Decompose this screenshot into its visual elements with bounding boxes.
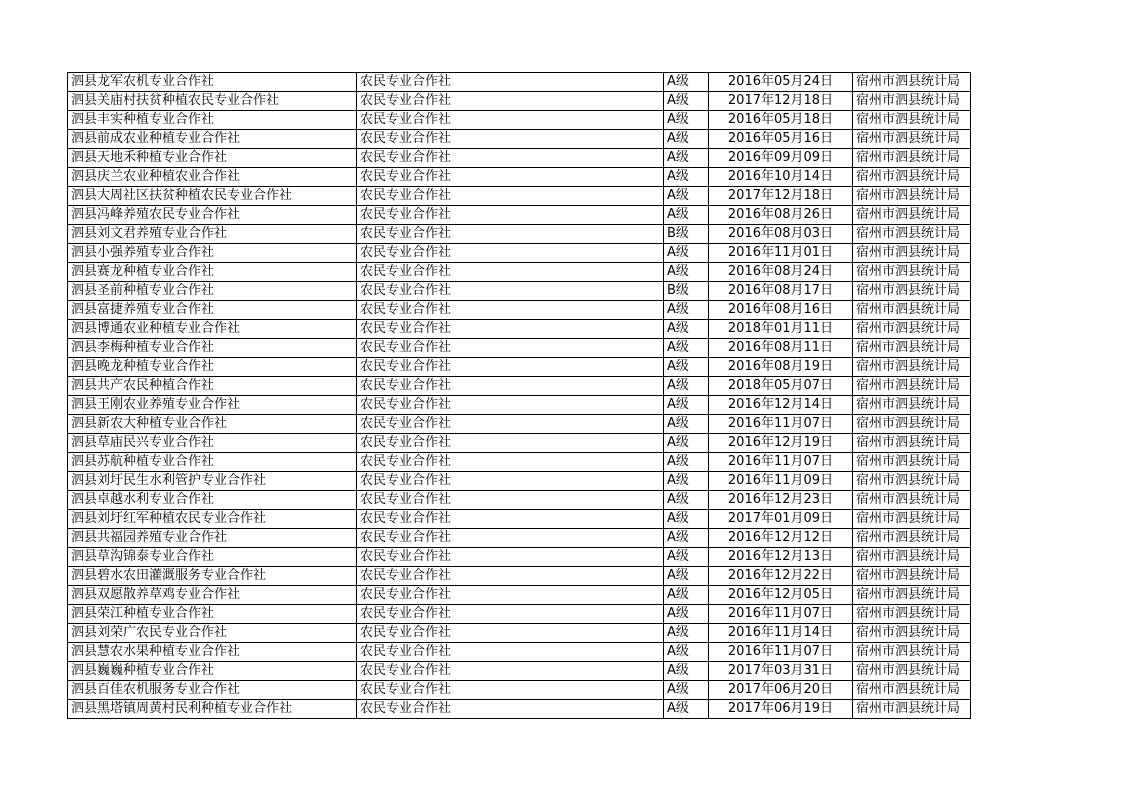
cooperative-type-cell: 农民专业合作社	[357, 339, 664, 358]
cooperative-name-cell: 泗县百佳农机服务专业合作社	[68, 681, 357, 700]
grade-cell: A级	[664, 377, 709, 396]
table-row	[68, 92, 971, 111]
table-body	[68, 73, 971, 719]
department-cell: 宿州市泗县统计局	[853, 301, 971, 320]
cooperative-type-cell: 农民专业合作社	[357, 282, 664, 301]
grade-cell: A级	[664, 149, 709, 168]
table-row	[68, 624, 971, 643]
date-cell: 2016年08月17日	[709, 282, 853, 301]
table-row	[68, 358, 971, 377]
cooperative-type-cell: 农民专业合作社	[357, 187, 664, 206]
table-row	[68, 700, 971, 719]
department-cell: 宿州市泗县统计局	[853, 187, 971, 206]
cooperative-type-cell: 农民专业合作社	[357, 358, 664, 377]
grade-cell: A级	[664, 187, 709, 206]
date-cell: 2016年12月14日	[709, 396, 853, 415]
date-cell: 2016年11月07日	[709, 643, 853, 662]
table-row	[68, 111, 971, 130]
cooperative-name-cell: 泗县冯峰养殖农民专业合作社	[68, 206, 357, 225]
grade-cell: A级	[664, 529, 709, 548]
cooperative-type-cell: 农民专业合作社	[357, 377, 664, 396]
department-cell: 宿州市泗县统计局	[853, 434, 971, 453]
cooperative-name-cell: 泗县前成农业种植专业合作社	[68, 130, 357, 149]
cooperative-name-cell: 泗县天地禾种植专业合作社	[68, 149, 357, 168]
cooperative-name-cell: 泗县新农大种植专业合作社	[68, 415, 357, 434]
grade-cell: A级	[664, 263, 709, 282]
date-cell: 2017年12月18日	[709, 92, 853, 111]
cooperative-name-cell: 泗县黑塔镇周黄村民利种植专业合作社	[68, 700, 357, 719]
table-row	[68, 301, 971, 320]
grade-cell: A级	[664, 548, 709, 567]
cooperative-type-cell: 农民专业合作社	[357, 244, 664, 263]
department-cell: 宿州市泗县统计局	[853, 320, 971, 339]
grade-cell: A级	[664, 206, 709, 225]
table-row	[68, 681, 971, 700]
grade-cell: A级	[664, 567, 709, 586]
grade-cell: A级	[664, 168, 709, 187]
cooperative-type-cell: 农民专业合作社	[357, 168, 664, 187]
cooperative-name-cell: 泗县小强养殖专业合作社	[68, 244, 357, 263]
date-cell: 2018年01月11日	[709, 320, 853, 339]
cooperative-type-cell: 农民专业合作社	[357, 510, 664, 529]
department-cell: 宿州市泗县统计局	[853, 206, 971, 225]
department-cell: 宿州市泗县统计局	[853, 662, 971, 681]
cooperative-type-cell: 农民专业合作社	[357, 396, 664, 415]
table-row	[68, 339, 971, 358]
department-cell: 宿州市泗县统计局	[853, 244, 971, 263]
date-cell: 2016年09月09日	[709, 149, 853, 168]
cooperative-type-cell: 农民专业合作社	[357, 643, 664, 662]
cooperative-type-cell: 农民专业合作社	[357, 434, 664, 453]
department-cell: 宿州市泗县统计局	[853, 681, 971, 700]
cooperative-name-cell: 泗县李梅种植专业合作社	[68, 339, 357, 358]
table-row	[68, 434, 971, 453]
grade-cell: A级	[664, 111, 709, 130]
grade-cell: A级	[664, 92, 709, 111]
table-row	[68, 377, 971, 396]
department-cell: 宿州市泗县统计局	[853, 700, 971, 719]
cooperative-name-cell: 泗县丰实种植专业合作社	[68, 111, 357, 130]
grade-cell: A级	[664, 681, 709, 700]
cooperative-type-cell: 农民专业合作社	[357, 453, 664, 472]
department-cell: 宿州市泗县统计局	[853, 396, 971, 415]
date-cell: 2016年12月12日	[709, 529, 853, 548]
cooperative-type-cell: 农民专业合作社	[357, 586, 664, 605]
cooperative-type-cell: 农民专业合作社	[357, 111, 664, 130]
department-cell: 宿州市泗县统计局	[853, 491, 971, 510]
department-cell: 宿州市泗县统计局	[853, 111, 971, 130]
date-cell: 2016年08月03日	[709, 225, 853, 244]
date-cell: 2016年05月18日	[709, 111, 853, 130]
cooperative-type-cell: 农民专业合作社	[357, 73, 664, 92]
grade-cell: A级	[664, 73, 709, 92]
cooperative-name-cell: 泗县碧水农田灌溉服务专业合作社	[68, 567, 357, 586]
table-row	[68, 320, 971, 339]
grade-cell: A级	[664, 320, 709, 339]
department-cell: 宿州市泗县统计局	[853, 149, 971, 168]
date-cell: 2016年12月19日	[709, 434, 853, 453]
cooperative-name-cell: 泗县圣前种植专业合作社	[68, 282, 357, 301]
date-cell: 2016年12月22日	[709, 567, 853, 586]
cooperative-type-cell: 农民专业合作社	[357, 206, 664, 225]
department-cell: 宿州市泗县统计局	[853, 358, 971, 377]
cooperative-name-cell: 泗县博通农业种植专业合作社	[68, 320, 357, 339]
table-row	[68, 73, 971, 92]
department-cell: 宿州市泗县统计局	[853, 510, 971, 529]
table-row	[68, 225, 971, 244]
date-cell: 2016年08月26日	[709, 206, 853, 225]
table-row	[68, 130, 971, 149]
department-cell: 宿州市泗县统计局	[853, 168, 971, 187]
cooperative-type-cell: 农民专业合作社	[357, 567, 664, 586]
grade-cell: B级	[664, 225, 709, 244]
cooperative-name-cell: 泗县刘文君养殖专业合作社	[68, 225, 357, 244]
table-row	[68, 662, 971, 681]
grade-cell: A级	[664, 510, 709, 529]
table-row	[68, 187, 971, 206]
grade-cell: A级	[664, 624, 709, 643]
table-row	[68, 643, 971, 662]
date-cell: 2016年11月09日	[709, 472, 853, 491]
date-cell: 2016年12月05日	[709, 586, 853, 605]
date-cell: 2017年01月09日	[709, 510, 853, 529]
date-cell: 2017年03月31日	[709, 662, 853, 681]
grade-cell: A级	[664, 244, 709, 263]
cooperative-type-cell: 农民专业合作社	[357, 320, 664, 339]
department-cell: 宿州市泗县统计局	[853, 377, 971, 396]
cooperative-type-cell: 农民专业合作社	[357, 225, 664, 244]
table-row	[68, 586, 971, 605]
table-row	[68, 168, 971, 187]
table-row	[68, 149, 971, 168]
grade-cell: A级	[664, 491, 709, 510]
table-row	[68, 206, 971, 225]
date-cell: 2016年08月16日	[709, 301, 853, 320]
department-cell: 宿州市泗县统计局	[853, 643, 971, 662]
date-cell: 2017年06月19日	[709, 700, 853, 719]
grade-cell: A级	[664, 301, 709, 320]
cooperative-type-cell: 农民专业合作社	[357, 472, 664, 491]
cooperative-type-cell: 农民专业合作社	[357, 605, 664, 624]
table-row	[68, 510, 971, 529]
department-cell: 宿州市泗县统计局	[853, 624, 971, 643]
cooperative-type-cell: 农民专业合作社	[357, 624, 664, 643]
cooperative-name-cell: 泗县共福园养殖专业合作社	[68, 529, 357, 548]
grade-cell: A级	[664, 453, 709, 472]
table-row	[68, 567, 971, 586]
grade-cell: B级	[664, 282, 709, 301]
date-cell: 2016年11月01日	[709, 244, 853, 263]
cooperative-name-cell: 泗县草庙民兴专业合作社	[68, 434, 357, 453]
grade-cell: A级	[664, 472, 709, 491]
cooperative-name-cell: 泗县双愿散养草鸡专业合作社	[68, 586, 357, 605]
grade-cell: A级	[664, 434, 709, 453]
cooperative-name-cell: 泗县关庙村扶贫种植农民专业合作社	[68, 92, 357, 111]
cooperative-name-cell: 泗县草沟锦泰专业合作社	[68, 548, 357, 567]
cooperative-name-cell: 泗县大周社区扶贫种植农民专业合作社	[68, 187, 357, 206]
cooperative-name-cell: 泗县刘荣广农民专业合作社	[68, 624, 357, 643]
department-cell: 宿州市泗县统计局	[853, 453, 971, 472]
date-cell: 2016年11月07日	[709, 605, 853, 624]
cooperative-name-cell: 泗县晚龙种植专业合作社	[68, 358, 357, 377]
table-row	[68, 282, 971, 301]
department-cell: 宿州市泗县统计局	[853, 605, 971, 624]
cooperative-type-cell: 农民专业合作社	[357, 662, 664, 681]
table-row	[68, 453, 971, 472]
cooperative-name-cell: 泗县赛龙种植专业合作社	[68, 263, 357, 282]
date-cell: 2016年12月23日	[709, 491, 853, 510]
department-cell: 宿州市泗县统计局	[853, 263, 971, 282]
date-cell: 2017年06月20日	[709, 681, 853, 700]
grade-cell: A级	[664, 415, 709, 434]
date-cell: 2017年12月18日	[709, 187, 853, 206]
grade-cell: A级	[664, 586, 709, 605]
date-cell: 2016年11月07日	[709, 415, 853, 434]
cooperative-name-cell: 泗县王刚农业养殖专业合作社	[68, 396, 357, 415]
date-cell: 2016年05月24日	[709, 73, 853, 92]
cooperative-type-cell: 农民专业合作社	[357, 529, 664, 548]
grade-cell: A级	[664, 396, 709, 415]
grade-cell: A级	[664, 643, 709, 662]
department-cell: 宿州市泗县统计局	[853, 415, 971, 434]
department-cell: 宿州市泗县统计局	[853, 92, 971, 111]
grade-cell: A级	[664, 358, 709, 377]
cooperative-type-cell: 农民专业合作社	[357, 415, 664, 434]
department-cell: 宿州市泗县统计局	[853, 586, 971, 605]
cooperative-name-cell: 泗县巍巍种植专业合作社	[68, 662, 357, 681]
date-cell: 2016年11月07日	[709, 453, 853, 472]
cooperative-type-cell: 农民专业合作社	[357, 700, 664, 719]
cooperative-type-cell: 农民专业合作社	[357, 681, 664, 700]
date-cell: 2016年12月13日	[709, 548, 853, 567]
department-cell: 宿州市泗县统计局	[853, 339, 971, 358]
department-cell: 宿州市泗县统计局	[853, 472, 971, 491]
table-row	[68, 244, 971, 263]
date-cell: 2016年05月16日	[709, 130, 853, 149]
cooperative-name-cell: 泗县龙军农机专业合作社	[68, 73, 357, 92]
date-cell: 2016年11月14日	[709, 624, 853, 643]
table-row	[68, 396, 971, 415]
cooperative-table	[67, 72, 971, 719]
grade-cell: A级	[664, 130, 709, 149]
date-cell: 2018年05月07日	[709, 377, 853, 396]
table-row	[68, 491, 971, 510]
date-cell: 2016年08月11日	[709, 339, 853, 358]
cooperative-name-cell: 泗县共产农民种植合作社	[68, 377, 357, 396]
department-cell: 宿州市泗县统计局	[853, 73, 971, 92]
cooperative-type-cell: 农民专业合作社	[357, 130, 664, 149]
department-cell: 宿州市泗县统计局	[853, 225, 971, 244]
cooperative-type-cell: 农民专业合作社	[357, 263, 664, 282]
table-row	[68, 605, 971, 624]
cooperative-type-cell: 农民专业合作社	[357, 491, 664, 510]
date-cell: 2016年10月14日	[709, 168, 853, 187]
table-row	[68, 415, 971, 434]
cooperative-name-cell: 泗县刘圩民生水利管护专业合作社	[68, 472, 357, 491]
cooperative-type-cell: 农民专业合作社	[357, 92, 664, 111]
cooperative-name-cell: 泗县荣江种植专业合作社	[68, 605, 357, 624]
spreadsheet-page	[67, 72, 971, 719]
grade-cell: A级	[664, 662, 709, 681]
grade-cell: A级	[664, 339, 709, 358]
grade-cell: A级	[664, 605, 709, 624]
department-cell: 宿州市泗县统计局	[853, 548, 971, 567]
cooperative-name-cell: 泗县卓越水利专业合作社	[68, 491, 357, 510]
date-cell: 2016年08月19日	[709, 358, 853, 377]
table-row	[68, 529, 971, 548]
grade-cell: A级	[664, 700, 709, 719]
department-cell: 宿州市泗县统计局	[853, 567, 971, 586]
department-cell: 宿州市泗县统计局	[853, 529, 971, 548]
table-row	[68, 472, 971, 491]
cooperative-name-cell: 泗县慧农水果种植专业合作社	[68, 643, 357, 662]
cooperative-name-cell: 泗县庆兰农业种植农业合作社	[68, 168, 357, 187]
cooperative-type-cell: 农民专业合作社	[357, 548, 664, 567]
table-row	[68, 548, 971, 567]
cooperative-name-cell: 泗县刘圩红军种植农民专业合作社	[68, 510, 357, 529]
cooperative-name-cell: 泗县富捷养殖专业合作社	[68, 301, 357, 320]
date-cell: 2016年08月24日	[709, 263, 853, 282]
cooperative-type-cell: 农民专业合作社	[357, 149, 664, 168]
department-cell: 宿州市泗县统计局	[853, 282, 971, 301]
cooperative-type-cell: 农民专业合作社	[357, 301, 664, 320]
cooperative-name-cell: 泗县苏航种植专业合作社	[68, 453, 357, 472]
department-cell: 宿州市泗县统计局	[853, 130, 971, 149]
table-row	[68, 263, 971, 282]
